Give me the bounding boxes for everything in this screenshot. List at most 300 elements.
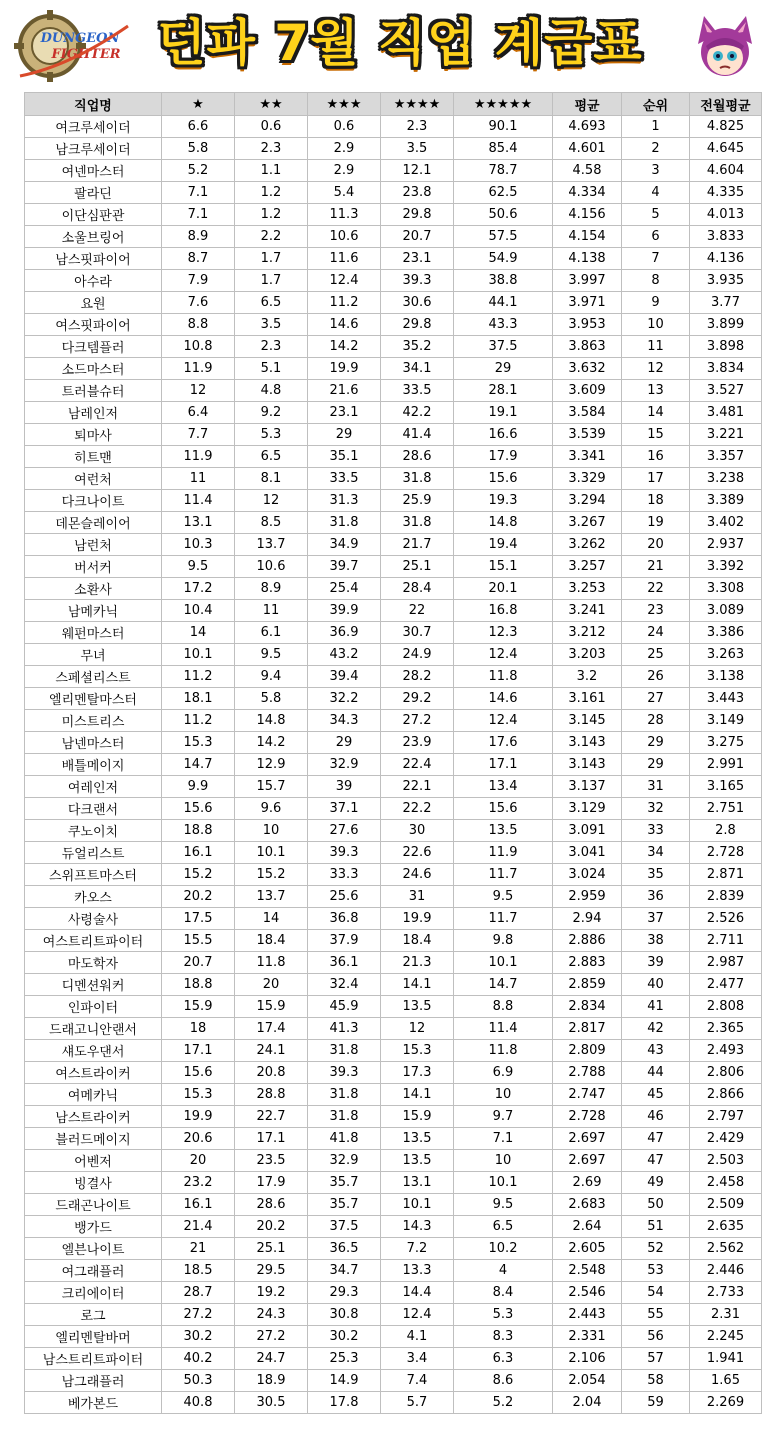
- cell-three-star: 33.5: [308, 468, 381, 490]
- cell-job-name: 다크템플러: [25, 336, 162, 358]
- cell-job-name: 버서커: [25, 556, 162, 578]
- cell-rank: 29: [622, 732, 690, 754]
- cell-three-star: 32.9: [308, 754, 381, 776]
- cell-job-name: 엘븐나이트: [25, 1238, 162, 1260]
- cell-five-star: 8.3: [454, 1326, 553, 1348]
- cell-job-name: 빙결사: [25, 1172, 162, 1194]
- cell-job-name: 여스트라이커: [25, 1062, 162, 1084]
- cell-average: 3.024: [553, 864, 622, 886]
- cell-one-star: 15.9: [162, 996, 235, 1018]
- table-row: [25, 1260, 762, 1282]
- cell-prev-month-average: 2.503: [690, 1150, 762, 1172]
- cell-rank: 24: [622, 622, 690, 644]
- cell-average: 3.584: [553, 402, 622, 424]
- table-row: [25, 710, 762, 732]
- cell-prev-month-average: 2.458: [690, 1172, 762, 1194]
- cell-rank: 17: [622, 468, 690, 490]
- cell-prev-month-average: 3.138: [690, 666, 762, 688]
- table-row: [25, 688, 762, 710]
- cell-three-star: 39.7: [308, 556, 381, 578]
- cell-four-star: 2.3: [381, 116, 454, 138]
- table-row: [25, 424, 762, 446]
- cell-one-star: 20: [162, 1150, 235, 1172]
- cell-two-star: 29.5: [235, 1260, 308, 1282]
- cell-rank: 54: [622, 1282, 690, 1304]
- cell-prev-month-average: 4.645: [690, 138, 762, 160]
- cell-average: 2.959: [553, 886, 622, 908]
- cell-two-star: 13.7: [235, 534, 308, 556]
- cell-two-star: 2.3: [235, 138, 308, 160]
- cell-five-star: 6.5: [454, 1216, 553, 1238]
- cell-five-star: 16.8: [454, 600, 553, 622]
- cell-average: 3.143: [553, 732, 622, 754]
- cell-rank: 20: [622, 534, 690, 556]
- cell-four-star: 39.3: [381, 270, 454, 292]
- cell-prev-month-average: 3.238: [690, 468, 762, 490]
- cell-rank: 36: [622, 886, 690, 908]
- cell-job-name: 크리에이터: [25, 1282, 162, 1304]
- cell-one-star: 18: [162, 1018, 235, 1040]
- table-row: [25, 578, 762, 600]
- cell-prev-month-average: 3.165: [690, 776, 762, 798]
- cell-job-name: 사령술사: [25, 908, 162, 930]
- cell-average: 2.64: [553, 1216, 622, 1238]
- cell-five-star: 6.3: [454, 1348, 553, 1370]
- cell-four-star: 23.1: [381, 248, 454, 270]
- cell-one-star: 9.5: [162, 556, 235, 578]
- cell-job-name: 디멘션워커: [25, 974, 162, 996]
- table-row: [25, 600, 762, 622]
- cell-four-star: 23.8: [381, 182, 454, 204]
- cell-two-star: 14: [235, 908, 308, 930]
- cell-prev-month-average: 4.136: [690, 248, 762, 270]
- cell-average: 2.809: [553, 1040, 622, 1062]
- table-row: [25, 160, 762, 182]
- cell-four-star: 21.7: [381, 534, 454, 556]
- cell-three-star: 31.8: [308, 1040, 381, 1062]
- cell-five-star: 5.3: [454, 1304, 553, 1326]
- page-title: 던파 7월 직업 계급표: [157, 14, 643, 72]
- cell-three-star: 33.3: [308, 864, 381, 886]
- cell-rank: 39: [622, 952, 690, 974]
- cell-five-star: 7.1: [454, 1128, 553, 1150]
- cell-job-name: 남그래플러: [25, 1370, 162, 1392]
- cell-average: 3.203: [553, 644, 622, 666]
- cell-average: 2.94: [553, 908, 622, 930]
- cell-one-star: 9.9: [162, 776, 235, 798]
- cell-rank: 49: [622, 1172, 690, 1194]
- cell-prev-month-average: 2.987: [690, 952, 762, 974]
- cell-five-star: 13.5: [454, 820, 553, 842]
- cell-two-star: 15.2: [235, 864, 308, 886]
- cell-two-star: 1.1: [235, 160, 308, 182]
- cell-average: 2.697: [553, 1128, 622, 1150]
- table-row: [25, 534, 762, 556]
- cell-one-star: 11.2: [162, 710, 235, 732]
- cell-one-star: 28.7: [162, 1282, 235, 1304]
- cell-two-star: 14.8: [235, 710, 308, 732]
- cell-one-star: 15.6: [162, 1062, 235, 1084]
- cell-five-star: 11.8: [454, 666, 553, 688]
- cell-prev-month-average: 2.446: [690, 1260, 762, 1282]
- cell-two-star: 22.7: [235, 1106, 308, 1128]
- cell-average: 3.145: [553, 710, 622, 732]
- cell-five-star: 10.1: [454, 952, 553, 974]
- cell-average: 3.294: [553, 490, 622, 512]
- table-row: [25, 556, 762, 578]
- cell-prev-month-average: 2.477: [690, 974, 762, 996]
- cell-four-star: 24.9: [381, 644, 454, 666]
- cell-job-name: 마도학자: [25, 952, 162, 974]
- cell-one-star: 14.7: [162, 754, 235, 776]
- cell-one-star: 11.2: [162, 666, 235, 688]
- cell-four-star: 13.5: [381, 1150, 454, 1172]
- cell-five-star: 11.9: [454, 842, 553, 864]
- cell-four-star: 30.7: [381, 622, 454, 644]
- cell-one-star: 10.3: [162, 534, 235, 556]
- cell-job-name: 섀도우댄서: [25, 1040, 162, 1062]
- cell-prev-month-average: 2.806: [690, 1062, 762, 1084]
- cell-rank: 51: [622, 1216, 690, 1238]
- table-row: [25, 996, 762, 1018]
- cell-four-star: 3.5: [381, 138, 454, 160]
- cell-prev-month-average: 2.429: [690, 1128, 762, 1150]
- cell-two-star: 6.1: [235, 622, 308, 644]
- cell-five-star: 14.6: [454, 688, 553, 710]
- column-header-average: 평균: [553, 93, 622, 116]
- cell-one-star: 11.9: [162, 446, 235, 468]
- cell-five-star: 9.7: [454, 1106, 553, 1128]
- cell-five-star: 17.9: [454, 446, 553, 468]
- cell-prev-month-average: 2.991: [690, 754, 762, 776]
- cell-rank: 4: [622, 182, 690, 204]
- cell-two-star: 2.2: [235, 226, 308, 248]
- cell-one-star: 18.5: [162, 1260, 235, 1282]
- cell-five-star: 14.7: [454, 974, 553, 996]
- cell-job-name: 데몬슬레이어: [25, 512, 162, 534]
- cell-prev-month-average: 3.833: [690, 226, 762, 248]
- cell-five-star: 11.8: [454, 1040, 553, 1062]
- cell-five-star: 12.4: [454, 710, 553, 732]
- cell-four-star: 28.6: [381, 446, 454, 468]
- cell-four-star: 31.8: [381, 468, 454, 490]
- cell-job-name: 소울브링어: [25, 226, 162, 248]
- cell-four-star: 15.9: [381, 1106, 454, 1128]
- table-row: [25, 776, 762, 798]
- cell-rank: 13: [622, 380, 690, 402]
- cell-one-star: 5.2: [162, 160, 235, 182]
- cell-three-star: 41.8: [308, 1128, 381, 1150]
- cell-four-star: 17.3: [381, 1062, 454, 1084]
- cell-job-name: 다크랜서: [25, 798, 162, 820]
- cell-five-star: 19.3: [454, 490, 553, 512]
- table-row: [25, 1326, 762, 1348]
- cell-two-star: 4.8: [235, 380, 308, 402]
- cell-four-star: 13.5: [381, 996, 454, 1018]
- cell-one-star: 11.4: [162, 490, 235, 512]
- cell-two-star: 20.2: [235, 1216, 308, 1238]
- cell-three-star: 10.6: [308, 226, 381, 248]
- cell-one-star: 17.2: [162, 578, 235, 600]
- cell-three-star: 23.1: [308, 402, 381, 424]
- cell-three-star: 36.5: [308, 1238, 381, 1260]
- cell-two-star: 8.1: [235, 468, 308, 490]
- cell-average: 3.341: [553, 446, 622, 468]
- cell-average: 2.331: [553, 1326, 622, 1348]
- cell-five-star: 54.9: [454, 248, 553, 270]
- cell-rank: 56: [622, 1326, 690, 1348]
- cell-job-name: 남스핏파이어: [25, 248, 162, 270]
- cell-rank: 57: [622, 1348, 690, 1370]
- cell-five-star: 38.8: [454, 270, 553, 292]
- cell-prev-month-average: 3.834: [690, 358, 762, 380]
- cell-job-name: 여스트리트파이터: [25, 930, 162, 952]
- cell-five-star: 85.4: [454, 138, 553, 160]
- cell-two-star: 11.8: [235, 952, 308, 974]
- cell-four-star: 13.5: [381, 1128, 454, 1150]
- cell-three-star: 36.1: [308, 952, 381, 974]
- cell-five-star: 19.1: [454, 402, 553, 424]
- table-row: [25, 380, 762, 402]
- cell-prev-month-average: 2.562: [690, 1238, 762, 1260]
- table-row: [25, 1040, 762, 1062]
- cell-rank: 50: [622, 1194, 690, 1216]
- cell-prev-month-average: 2.245: [690, 1326, 762, 1348]
- cell-two-star: 24.3: [235, 1304, 308, 1326]
- cell-five-star: 16.6: [454, 424, 553, 446]
- cell-one-star: 50.3: [162, 1370, 235, 1392]
- table-row: [25, 864, 762, 886]
- cell-three-star: 43.2: [308, 644, 381, 666]
- cell-average: 2.883: [553, 952, 622, 974]
- cell-job-name: 여레인저: [25, 776, 162, 798]
- cell-prev-month-average: 3.275: [690, 732, 762, 754]
- table-row: [25, 842, 762, 864]
- cell-rank: 34: [622, 842, 690, 864]
- cell-one-star: 21: [162, 1238, 235, 1260]
- cell-rank: 15: [622, 424, 690, 446]
- cell-prev-month-average: 2.365: [690, 1018, 762, 1040]
- cell-job-name: 소드마스터: [25, 358, 162, 380]
- cell-job-name: 베가본드: [25, 1392, 162, 1414]
- cell-five-star: 11.7: [454, 864, 553, 886]
- cell-average: 4.601: [553, 138, 622, 160]
- cell-prev-month-average: 3.935: [690, 270, 762, 292]
- cell-five-star: 57.5: [454, 226, 553, 248]
- cell-rank: 18: [622, 490, 690, 512]
- cell-average: 3.257: [553, 556, 622, 578]
- cell-rank: 14: [622, 402, 690, 424]
- table-row: [25, 138, 762, 160]
- cell-four-star: 25.9: [381, 490, 454, 512]
- cell-three-star: 31.8: [308, 1084, 381, 1106]
- cell-three-star: 12.4: [308, 270, 381, 292]
- cell-average: 3.267: [553, 512, 622, 534]
- cell-five-star: 15.6: [454, 798, 553, 820]
- cell-rank: 59: [622, 1392, 690, 1414]
- cell-prev-month-average: 2.526: [690, 908, 762, 930]
- cell-four-star: 5.7: [381, 1392, 454, 1414]
- cell-average: 3.971: [553, 292, 622, 314]
- cell-average: 3.143: [553, 754, 622, 776]
- cell-five-star: 5.2: [454, 1392, 553, 1414]
- cell-rank: 31: [622, 776, 690, 798]
- cell-average: 3.539: [553, 424, 622, 446]
- cell-job-name: 웨펀마스터: [25, 622, 162, 644]
- cell-five-star: 37.5: [454, 336, 553, 358]
- cell-two-star: 11: [235, 600, 308, 622]
- cell-one-star: 19.9: [162, 1106, 235, 1128]
- cell-one-star: 8.8: [162, 314, 235, 336]
- cell-one-star: 8.9: [162, 226, 235, 248]
- cell-five-star: 29: [454, 358, 553, 380]
- cell-five-star: 10.2: [454, 1238, 553, 1260]
- cell-three-star: 37.9: [308, 930, 381, 952]
- cell-five-star: 9.5: [454, 1194, 553, 1216]
- cell-two-star: 1.7: [235, 248, 308, 270]
- cell-rank: 7: [622, 248, 690, 270]
- cell-four-star: 7.4: [381, 1370, 454, 1392]
- cell-two-star: 15.9: [235, 996, 308, 1018]
- cell-job-name: 엘리멘탈마스터: [25, 688, 162, 710]
- cell-prev-month-average: 2.493: [690, 1040, 762, 1062]
- cell-average: 2.728: [553, 1106, 622, 1128]
- cell-four-star: 15.3: [381, 1040, 454, 1062]
- table-row: [25, 314, 762, 336]
- cell-three-star: 11.2: [308, 292, 381, 314]
- cell-two-star: 9.6: [235, 798, 308, 820]
- cell-two-star: 9.2: [235, 402, 308, 424]
- cell-four-star: 25.1: [381, 556, 454, 578]
- cell-average: 3.863: [553, 336, 622, 358]
- cell-average: 2.04: [553, 1392, 622, 1414]
- cell-four-star: 20.7: [381, 226, 454, 248]
- cell-rank: 11: [622, 336, 690, 358]
- cell-five-star: 8.6: [454, 1370, 553, 1392]
- cell-job-name: 히트맨: [25, 446, 162, 468]
- cell-prev-month-average: 2.751: [690, 798, 762, 820]
- table-row: [25, 512, 762, 534]
- cell-four-star: 21.3: [381, 952, 454, 974]
- cell-average: 2.546: [553, 1282, 622, 1304]
- cell-four-star: 30: [381, 820, 454, 842]
- cell-three-star: 37.1: [308, 798, 381, 820]
- cell-prev-month-average: 3.402: [690, 512, 762, 534]
- cell-prev-month-average: 3.481: [690, 402, 762, 424]
- cell-job-name: 여넨마스터: [25, 160, 162, 182]
- cell-five-star: 19.4: [454, 534, 553, 556]
- column-header-four-star: ★★★★: [381, 93, 454, 116]
- cell-prev-month-average: 3.089: [690, 600, 762, 622]
- cell-four-star: 24.6: [381, 864, 454, 886]
- cell-average: 2.443: [553, 1304, 622, 1326]
- table-row: [25, 754, 762, 776]
- cell-two-star: 27.2: [235, 1326, 308, 1348]
- cell-four-star: 31.8: [381, 512, 454, 534]
- cell-four-star: 42.2: [381, 402, 454, 424]
- cell-three-star: 39: [308, 776, 381, 798]
- cell-average: 2.747: [553, 1084, 622, 1106]
- cell-job-name: 남크루세이더: [25, 138, 162, 160]
- table-row: [25, 226, 762, 248]
- table-row: [25, 1304, 762, 1326]
- cell-prev-month-average: 2.269: [690, 1392, 762, 1414]
- table-body: [25, 116, 762, 1414]
- cell-average: 3.609: [553, 380, 622, 402]
- cell-one-star: 18.1: [162, 688, 235, 710]
- cell-four-star: 12.1: [381, 160, 454, 182]
- cell-rank: 2: [622, 138, 690, 160]
- cell-job-name: 트러블슈터: [25, 380, 162, 402]
- cell-job-name: 팔라딘: [25, 182, 162, 204]
- cell-two-star: 17.4: [235, 1018, 308, 1040]
- cell-rank: 1: [622, 116, 690, 138]
- cell-job-name: 듀얼리스트: [25, 842, 162, 864]
- cell-five-star: 9.8: [454, 930, 553, 952]
- cell-three-star: 25.4: [308, 578, 381, 600]
- cell-average: 2.817: [553, 1018, 622, 1040]
- cell-three-star: 34.3: [308, 710, 381, 732]
- cell-prev-month-average: 1.65: [690, 1370, 762, 1392]
- cell-two-star: 1.2: [235, 204, 308, 226]
- dungeon-fighter-logo: [10, 6, 136, 84]
- cell-job-name: 카오스: [25, 886, 162, 908]
- cell-four-star: 22.1: [381, 776, 454, 798]
- cell-job-name: 여그래플러: [25, 1260, 162, 1282]
- cell-one-star: 7.1: [162, 204, 235, 226]
- table-row: [25, 1150, 762, 1172]
- cell-rank: 37: [622, 908, 690, 930]
- cell-prev-month-average: 2.797: [690, 1106, 762, 1128]
- table-row: [25, 1392, 762, 1414]
- cell-rank: 45: [622, 1084, 690, 1106]
- cell-prev-month-average: 2.509: [690, 1194, 762, 1216]
- cell-two-star: 8.5: [235, 512, 308, 534]
- cell-average: 3.137: [553, 776, 622, 798]
- cell-five-star: 6.9: [454, 1062, 553, 1084]
- cell-three-star: 39.3: [308, 842, 381, 864]
- cell-rank: 53: [622, 1260, 690, 1282]
- cell-job-name: 남메카닉: [25, 600, 162, 622]
- cell-four-star: 29.2: [381, 688, 454, 710]
- cell-prev-month-average: 2.635: [690, 1216, 762, 1238]
- cell-five-star: 8.8: [454, 996, 553, 1018]
- cell-five-star: 11.7: [454, 908, 553, 930]
- cell-two-star: 23.5: [235, 1150, 308, 1172]
- cell-job-name: 뱅가드: [25, 1216, 162, 1238]
- cell-prev-month-average: 2.711: [690, 930, 762, 952]
- cell-rank: 3: [622, 160, 690, 182]
- column-header-one-star: ★: [162, 93, 235, 116]
- cell-one-star: 17.5: [162, 908, 235, 930]
- cell-rank: 33: [622, 820, 690, 842]
- cell-prev-month-average: 3.392: [690, 556, 762, 578]
- cell-four-star: 23.9: [381, 732, 454, 754]
- cell-rank: 9: [622, 292, 690, 314]
- cell-four-star: 30.6: [381, 292, 454, 314]
- table-row: [25, 446, 762, 468]
- cell-four-star: 28.2: [381, 666, 454, 688]
- cell-one-star: 11.9: [162, 358, 235, 380]
- header: [0, 0, 773, 92]
- cell-job-name: 남스트라이커: [25, 1106, 162, 1128]
- cell-average: 3.241: [553, 600, 622, 622]
- table-row: [25, 1172, 762, 1194]
- table-row: [25, 798, 762, 820]
- cell-average: 3.262: [553, 534, 622, 556]
- table-row: [25, 116, 762, 138]
- table-row: [25, 490, 762, 512]
